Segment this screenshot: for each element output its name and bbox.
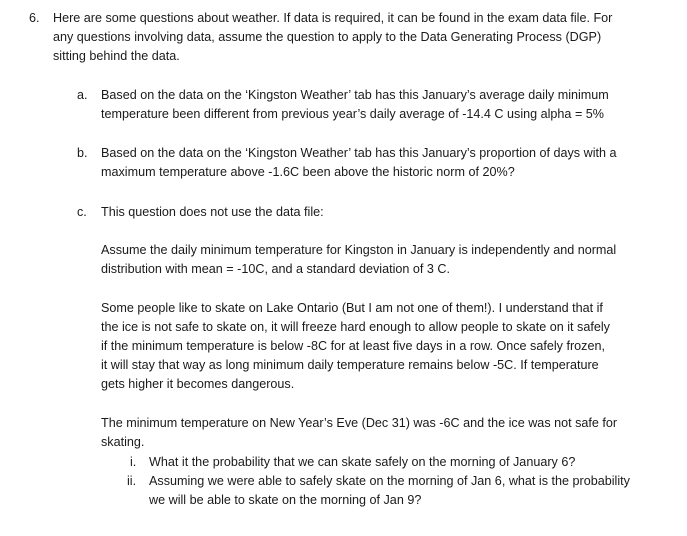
- context-line-1: Some people like to skate on Lake Ontario (But I am not one of them!). I understand that if: [101, 301, 603, 315]
- subpart-i-line-1: What it the probability that we can skate safely on the morning of January 6?: [149, 455, 576, 469]
- subpart-ii-line-2: we will be able to skate on the morning of Jan 9?: [149, 493, 422, 507]
- subpart-ii-line-1: Assuming we were able to safely skate on the morning of Jan 6, what is the probability: [149, 474, 630, 488]
- context-line-2: the ice is not safe to skate on, it will freeze hard enough to allow people to skate on it safely: [101, 320, 610, 334]
- part-a-marker: a.: [77, 88, 88, 102]
- assumption-line-2: distribution with mean = -10C, and a standard deviation of 3 C.: [101, 262, 450, 276]
- part-b-marker: b.: [77, 146, 88, 160]
- scenario-line-2: skating.: [101, 435, 145, 449]
- subpart-i-marker: i.: [130, 455, 137, 469]
- part-c-line-1: This question does not use the data file:: [101, 205, 324, 219]
- subpart-ii-marker: ii.: [127, 474, 137, 488]
- intro-line-3: sitting behind the data.: [53, 49, 180, 63]
- context-line-3: if the minimum temperature is below -8C for at least five days in a row. Once safely frozen,: [101, 339, 605, 353]
- assumption-line-1: Assume the daily minimum temperature for Kingston in January is independently and normal: [101, 243, 617, 257]
- intro-line-1: Here are some questions about weather. If data is required, it can be found in the exam data file. For: [53, 11, 613, 25]
- part-b-line-1: Based on the data on the ‘Kingston Weather’ tab has this January’s proportion of days with a: [101, 146, 617, 160]
- part-c-marker: c.: [77, 205, 87, 219]
- context-line-4: it will stay that way as long minimum daily temperature remains below -5C. If temperature: [101, 358, 599, 372]
- part-a-line-1: Based on the data on the ‘Kingston Weather’ tab has this January’s average daily minimum: [101, 88, 609, 102]
- context-line-5: gets higher it becomes dangerous.: [101, 377, 295, 391]
- intro-line-2: any questions involving data, assume the question to apply to the Data Generating Process (DGP): [53, 30, 602, 44]
- part-b-line-2: maximum temperature above -1.6C been above the historic norm of 20%?: [101, 165, 515, 179]
- question-number: 6.: [29, 11, 40, 25]
- part-a-line-2: temperature been different from previous year’s daily average of -14.4 C using alpha = 5%: [101, 107, 604, 121]
- scenario-line-1: The minimum temperature on New Year’s Eve (Dec 31) was -6C and the ice was not safe for: [101, 416, 618, 430]
